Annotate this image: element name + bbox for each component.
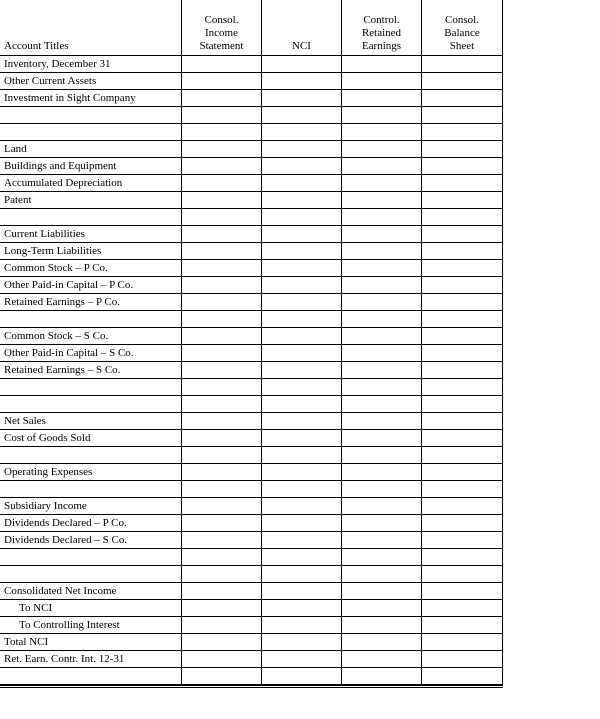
account-title-cell bbox=[0, 481, 182, 498]
balance-sheet-cell[interactable] bbox=[422, 396, 503, 413]
balance-sheet-cell[interactable] bbox=[422, 379, 503, 396]
nci-cell[interactable] bbox=[262, 277, 342, 294]
retained-earnings-cell[interactable] bbox=[342, 583, 422, 600]
retained-earnings-cell[interactable] bbox=[342, 651, 422, 668]
balance-sheet-cell[interactable] bbox=[422, 141, 503, 158]
income-statement-cell[interactable] bbox=[182, 294, 262, 311]
table-row bbox=[0, 634, 503, 651]
account-title-cell: Land bbox=[0, 141, 182, 158]
retained-earnings-cell[interactable] bbox=[342, 396, 422, 413]
header-line: Earnings bbox=[361, 40, 402, 52]
balance-sheet-cell[interactable] bbox=[422, 549, 503, 566]
balance-sheet-cell[interactable] bbox=[422, 651, 503, 668]
table-row bbox=[0, 226, 503, 243]
table-row bbox=[0, 158, 503, 175]
double-rule bbox=[0, 685, 503, 687]
retained-earnings-cell[interactable] bbox=[342, 566, 422, 583]
account-title-cell: Other Current Assets bbox=[0, 73, 182, 90]
income-statement-cell[interactable] bbox=[182, 209, 262, 226]
balance-sheet-cell[interactable] bbox=[422, 583, 503, 600]
retained-earnings-cell[interactable] bbox=[342, 668, 422, 685]
nci-cell[interactable] bbox=[262, 107, 342, 124]
nci-cell[interactable] bbox=[262, 549, 342, 566]
balance-sheet-cell[interactable] bbox=[422, 260, 503, 277]
account-title-cell: Common Stock – P Co. bbox=[0, 260, 182, 277]
retained-earnings-cell[interactable] bbox=[342, 464, 422, 481]
income-statement-cell[interactable] bbox=[182, 192, 262, 209]
nci-cell[interactable] bbox=[262, 430, 342, 447]
nci-cell[interactable] bbox=[262, 396, 342, 413]
balance-sheet-cell[interactable] bbox=[422, 430, 503, 447]
nci-cell[interactable] bbox=[262, 73, 342, 90]
income-statement-cell[interactable] bbox=[182, 583, 262, 600]
table-row bbox=[0, 141, 503, 158]
income-statement-cell[interactable] bbox=[182, 532, 262, 549]
nci-cell[interactable] bbox=[262, 515, 342, 532]
income-statement-cell[interactable] bbox=[182, 549, 262, 566]
header-line: Balance bbox=[444, 27, 480, 39]
nci-cell[interactable] bbox=[262, 447, 342, 464]
nci-cell[interactable] bbox=[262, 668, 342, 685]
header-line: Retained bbox=[361, 27, 402, 39]
retained-earnings-cell[interactable] bbox=[342, 379, 422, 396]
account-title-cell: Total NCI bbox=[0, 634, 182, 651]
account-title-cell bbox=[0, 107, 182, 124]
nci-cell[interactable] bbox=[262, 56, 342, 73]
nci-cell[interactable] bbox=[262, 634, 342, 651]
retained-earnings-cell[interactable] bbox=[342, 175, 422, 192]
account-title-cell bbox=[0, 124, 182, 141]
nci-cell[interactable] bbox=[262, 345, 342, 362]
income-statement-cell[interactable] bbox=[182, 90, 262, 107]
income-statement-cell[interactable] bbox=[182, 379, 262, 396]
retained-earnings-cell[interactable] bbox=[342, 260, 422, 277]
retained-earnings-cell[interactable] bbox=[342, 192, 422, 209]
income-statement-cell[interactable] bbox=[182, 566, 262, 583]
header-line: Statement bbox=[199, 40, 244, 52]
nci-cell[interactable] bbox=[262, 141, 342, 158]
table-row bbox=[0, 498, 503, 515]
header-retained-earnings bbox=[342, 0, 422, 56]
balance-sheet-cell[interactable] bbox=[422, 124, 503, 141]
balance-sheet-cell[interactable] bbox=[422, 498, 503, 515]
balance-sheet-cell[interactable] bbox=[422, 73, 503, 90]
balance-sheet-cell[interactable] bbox=[422, 328, 503, 345]
income-statement-cell[interactable] bbox=[182, 73, 262, 90]
table-row bbox=[0, 600, 503, 617]
retained-earnings-cell[interactable] bbox=[342, 56, 422, 73]
balance-sheet-cell[interactable] bbox=[422, 532, 503, 549]
retained-earnings-cell[interactable] bbox=[342, 362, 422, 379]
account-title-cell: To NCI bbox=[0, 600, 182, 617]
nci-cell[interactable] bbox=[262, 328, 342, 345]
nci-cell[interactable] bbox=[262, 294, 342, 311]
retained-earnings-cell[interactable] bbox=[342, 447, 422, 464]
income-statement-cell[interactable] bbox=[182, 260, 262, 277]
retained-earnings-cell[interactable] bbox=[342, 617, 422, 634]
income-statement-cell[interactable] bbox=[182, 362, 262, 379]
table-row bbox=[0, 413, 503, 430]
income-statement-cell[interactable] bbox=[182, 498, 262, 515]
header-balance-sheet bbox=[422, 0, 503, 56]
balance-sheet-cell[interactable] bbox=[422, 311, 503, 328]
retained-earnings-cell[interactable] bbox=[342, 311, 422, 328]
balance-sheet-cell[interactable] bbox=[422, 447, 503, 464]
balance-sheet-cell[interactable] bbox=[422, 464, 503, 481]
account-title-cell: Dividends Declared – S Co. bbox=[0, 532, 182, 549]
retained-earnings-cell[interactable] bbox=[342, 413, 422, 430]
table-row bbox=[0, 260, 503, 277]
balance-sheet-cell[interactable] bbox=[422, 634, 503, 651]
income-statement-cell[interactable] bbox=[182, 430, 262, 447]
balance-sheet-cell[interactable] bbox=[422, 617, 503, 634]
account-title-cell: Buildings and Equipment bbox=[0, 158, 182, 175]
table-row bbox=[0, 90, 503, 107]
table-row bbox=[0, 515, 503, 532]
retained-earnings-cell[interactable] bbox=[342, 345, 422, 362]
income-statement-cell[interactable] bbox=[182, 56, 262, 73]
account-title-cell: Retained Earnings – S Co. bbox=[0, 362, 182, 379]
balance-sheet-cell[interactable] bbox=[422, 226, 503, 243]
nci-cell[interactable] bbox=[262, 226, 342, 243]
nci-cell[interactable] bbox=[262, 617, 342, 634]
retained-earnings-cell[interactable] bbox=[342, 226, 422, 243]
table-row bbox=[0, 396, 503, 413]
account-title-cell: To Controlling Interest bbox=[0, 617, 182, 634]
table-row bbox=[0, 549, 503, 566]
account-title-cell bbox=[0, 447, 182, 464]
balance-sheet-cell[interactable] bbox=[422, 413, 503, 430]
nci-cell[interactable] bbox=[262, 192, 342, 209]
account-title-cell: Other Paid-in Capital – P Co. bbox=[0, 277, 182, 294]
account-title-cell: Operating Expenses bbox=[0, 464, 182, 481]
retained-earnings-cell[interactable] bbox=[342, 430, 422, 447]
account-title-cell: Common Stock – S Co. bbox=[0, 328, 182, 345]
balance-sheet-cell[interactable] bbox=[422, 107, 503, 124]
account-title-cell: Current Liabilities bbox=[0, 226, 182, 243]
account-title-cell: Retained Earnings – P Co. bbox=[0, 294, 182, 311]
header-income-statement bbox=[182, 0, 262, 56]
account-title-cell bbox=[0, 566, 182, 583]
retained-earnings-cell[interactable] bbox=[342, 124, 422, 141]
income-statement-cell[interactable] bbox=[182, 447, 262, 464]
account-title-cell: Other Paid-in Capital – S Co. bbox=[0, 345, 182, 362]
nci-cell[interactable] bbox=[262, 124, 342, 141]
table-row bbox=[0, 481, 503, 498]
retained-earnings-cell[interactable] bbox=[342, 498, 422, 515]
nci-cell[interactable] bbox=[262, 532, 342, 549]
table-row bbox=[0, 617, 503, 634]
retained-earnings-cell[interactable] bbox=[342, 549, 422, 566]
table-row bbox=[0, 124, 503, 141]
balance-sheet-cell[interactable] bbox=[422, 294, 503, 311]
nci-cell[interactable] bbox=[262, 413, 342, 430]
table-row bbox=[0, 345, 503, 362]
income-statement-cell[interactable] bbox=[182, 345, 262, 362]
account-title-cell: Subsidiary Income bbox=[0, 498, 182, 515]
header-line: Consol. bbox=[204, 14, 239, 26]
account-title-cell: Ret. Earn. Contr. Int. 12-31 bbox=[0, 651, 182, 668]
nci-cell[interactable] bbox=[262, 158, 342, 175]
header-line: Sheet bbox=[449, 40, 475, 52]
balance-sheet-cell[interactable] bbox=[422, 277, 503, 294]
balance-sheet-cell[interactable] bbox=[422, 158, 503, 175]
income-statement-cell[interactable] bbox=[182, 226, 262, 243]
table-row bbox=[0, 532, 503, 549]
table-row bbox=[0, 192, 503, 209]
table-row bbox=[0, 56, 503, 73]
account-title-cell: Investment in Sight Company bbox=[0, 90, 182, 107]
balance-sheet-cell[interactable] bbox=[422, 209, 503, 226]
income-statement-cell[interactable] bbox=[182, 107, 262, 124]
account-title-cell: Accumulated Depreciation bbox=[0, 175, 182, 192]
retained-earnings-cell[interactable] bbox=[342, 532, 422, 549]
balance-sheet-cell[interactable] bbox=[422, 192, 503, 209]
nci-cell[interactable] bbox=[262, 260, 342, 277]
income-statement-cell[interactable] bbox=[182, 124, 262, 141]
retained-earnings-cell[interactable] bbox=[342, 277, 422, 294]
nci-cell[interactable] bbox=[262, 90, 342, 107]
retained-earnings-cell[interactable] bbox=[342, 209, 422, 226]
header-line: Income bbox=[205, 27, 238, 39]
nci-cell[interactable] bbox=[262, 243, 342, 260]
income-statement-cell[interactable] bbox=[182, 311, 262, 328]
nci-cell[interactable] bbox=[262, 600, 342, 617]
header-nci: NCI bbox=[262, 0, 342, 56]
balance-sheet-cell[interactable] bbox=[422, 175, 503, 192]
income-statement-cell[interactable] bbox=[182, 617, 262, 634]
income-statement-cell[interactable] bbox=[182, 243, 262, 260]
retained-earnings-cell[interactable] bbox=[342, 294, 422, 311]
account-title-cell: Cost of Goods Sold bbox=[0, 430, 182, 447]
table-row bbox=[0, 447, 503, 464]
nci-cell[interactable] bbox=[262, 481, 342, 498]
balance-sheet-cell[interactable] bbox=[422, 668, 503, 685]
balance-sheet-cell[interactable] bbox=[422, 566, 503, 583]
income-statement-cell[interactable] bbox=[182, 600, 262, 617]
account-title-cell bbox=[0, 396, 182, 413]
account-title-cell: Inventory, December 31 bbox=[0, 56, 182, 73]
nci-cell[interactable] bbox=[262, 209, 342, 226]
income-statement-cell[interactable] bbox=[182, 668, 262, 685]
table-row bbox=[0, 328, 503, 345]
balance-sheet-cell[interactable] bbox=[422, 600, 503, 617]
account-title-cell bbox=[0, 379, 182, 396]
account-title-cell bbox=[0, 668, 182, 685]
income-statement-cell[interactable] bbox=[182, 634, 262, 651]
table-row bbox=[0, 311, 503, 328]
nci-cell[interactable] bbox=[262, 311, 342, 328]
table-row bbox=[0, 464, 503, 481]
income-statement-cell[interactable] bbox=[182, 175, 262, 192]
retained-earnings-cell[interactable] bbox=[342, 328, 422, 345]
retained-earnings-cell[interactable] bbox=[342, 90, 422, 107]
retained-earnings-cell[interactable] bbox=[342, 107, 422, 124]
closing-rule bbox=[0, 685, 503, 687]
retained-earnings-cell[interactable] bbox=[342, 73, 422, 90]
table-row bbox=[0, 583, 503, 600]
balance-sheet-cell[interactable] bbox=[422, 56, 503, 73]
nci-cell[interactable] bbox=[262, 464, 342, 481]
retained-earnings-cell[interactable] bbox=[342, 481, 422, 498]
balance-sheet-cell[interactable] bbox=[422, 481, 503, 498]
income-statement-cell[interactable] bbox=[182, 481, 262, 498]
nci-cell[interactable] bbox=[262, 362, 342, 379]
balance-sheet-cell[interactable] bbox=[422, 345, 503, 362]
account-title-cell bbox=[0, 549, 182, 566]
income-statement-cell[interactable] bbox=[182, 515, 262, 532]
retained-earnings-cell[interactable] bbox=[342, 243, 422, 260]
table-row bbox=[0, 209, 503, 226]
retained-earnings-cell[interactable] bbox=[342, 634, 422, 651]
table-row bbox=[0, 243, 503, 260]
income-statement-cell[interactable] bbox=[182, 413, 262, 430]
table-row bbox=[0, 362, 503, 379]
account-title-cell: Long-Term Liabilities bbox=[0, 243, 182, 260]
account-title-cell: Dividends Declared – P Co. bbox=[0, 515, 182, 532]
nci-cell[interactable] bbox=[262, 583, 342, 600]
header-line: Consol. bbox=[445, 14, 479, 26]
retained-earnings-cell[interactable] bbox=[342, 141, 422, 158]
income-statement-cell[interactable] bbox=[182, 464, 262, 481]
balance-sheet-cell[interactable] bbox=[422, 243, 503, 260]
balance-sheet-cell[interactable] bbox=[422, 90, 503, 107]
table-row bbox=[0, 566, 503, 583]
account-title-cell: Consolidated Net Income bbox=[0, 583, 182, 600]
nci-cell[interactable] bbox=[262, 379, 342, 396]
income-statement-cell[interactable] bbox=[182, 328, 262, 345]
nci-cell[interactable] bbox=[262, 175, 342, 192]
table-row bbox=[0, 430, 503, 447]
table-row bbox=[0, 175, 503, 192]
retained-earnings-cell[interactable] bbox=[342, 158, 422, 175]
income-statement-cell[interactable] bbox=[182, 158, 262, 175]
account-title-cell: Net Sales bbox=[0, 413, 182, 430]
table-row bbox=[0, 294, 503, 311]
account-title-cell: Patent bbox=[0, 192, 182, 209]
table-row bbox=[0, 379, 503, 396]
retained-earnings-cell[interactable] bbox=[342, 515, 422, 532]
nci-cell[interactable] bbox=[262, 498, 342, 515]
income-statement-cell[interactable] bbox=[182, 651, 262, 668]
retained-earnings-cell[interactable] bbox=[342, 600, 422, 617]
table-row bbox=[0, 651, 503, 668]
balance-sheet-cell[interactable] bbox=[422, 362, 503, 379]
header-row bbox=[0, 0, 503, 56]
account-title-cell bbox=[0, 311, 182, 328]
table-row bbox=[0, 107, 503, 124]
table-row bbox=[0, 668, 503, 685]
income-statement-cell[interactable] bbox=[182, 396, 262, 413]
nci-cell[interactable] bbox=[262, 651, 342, 668]
nci-cell[interactable] bbox=[262, 566, 342, 583]
header-line: Control. bbox=[363, 14, 400, 26]
account-title-cell bbox=[0, 209, 182, 226]
balance-sheet-cell[interactable] bbox=[422, 515, 503, 532]
header-account-titles: Account Titles bbox=[0, 0, 182, 56]
table-row bbox=[0, 277, 503, 294]
table-row bbox=[0, 73, 503, 90]
income-statement-cell[interactable] bbox=[182, 277, 262, 294]
income-statement-cell[interactable] bbox=[182, 141, 262, 158]
